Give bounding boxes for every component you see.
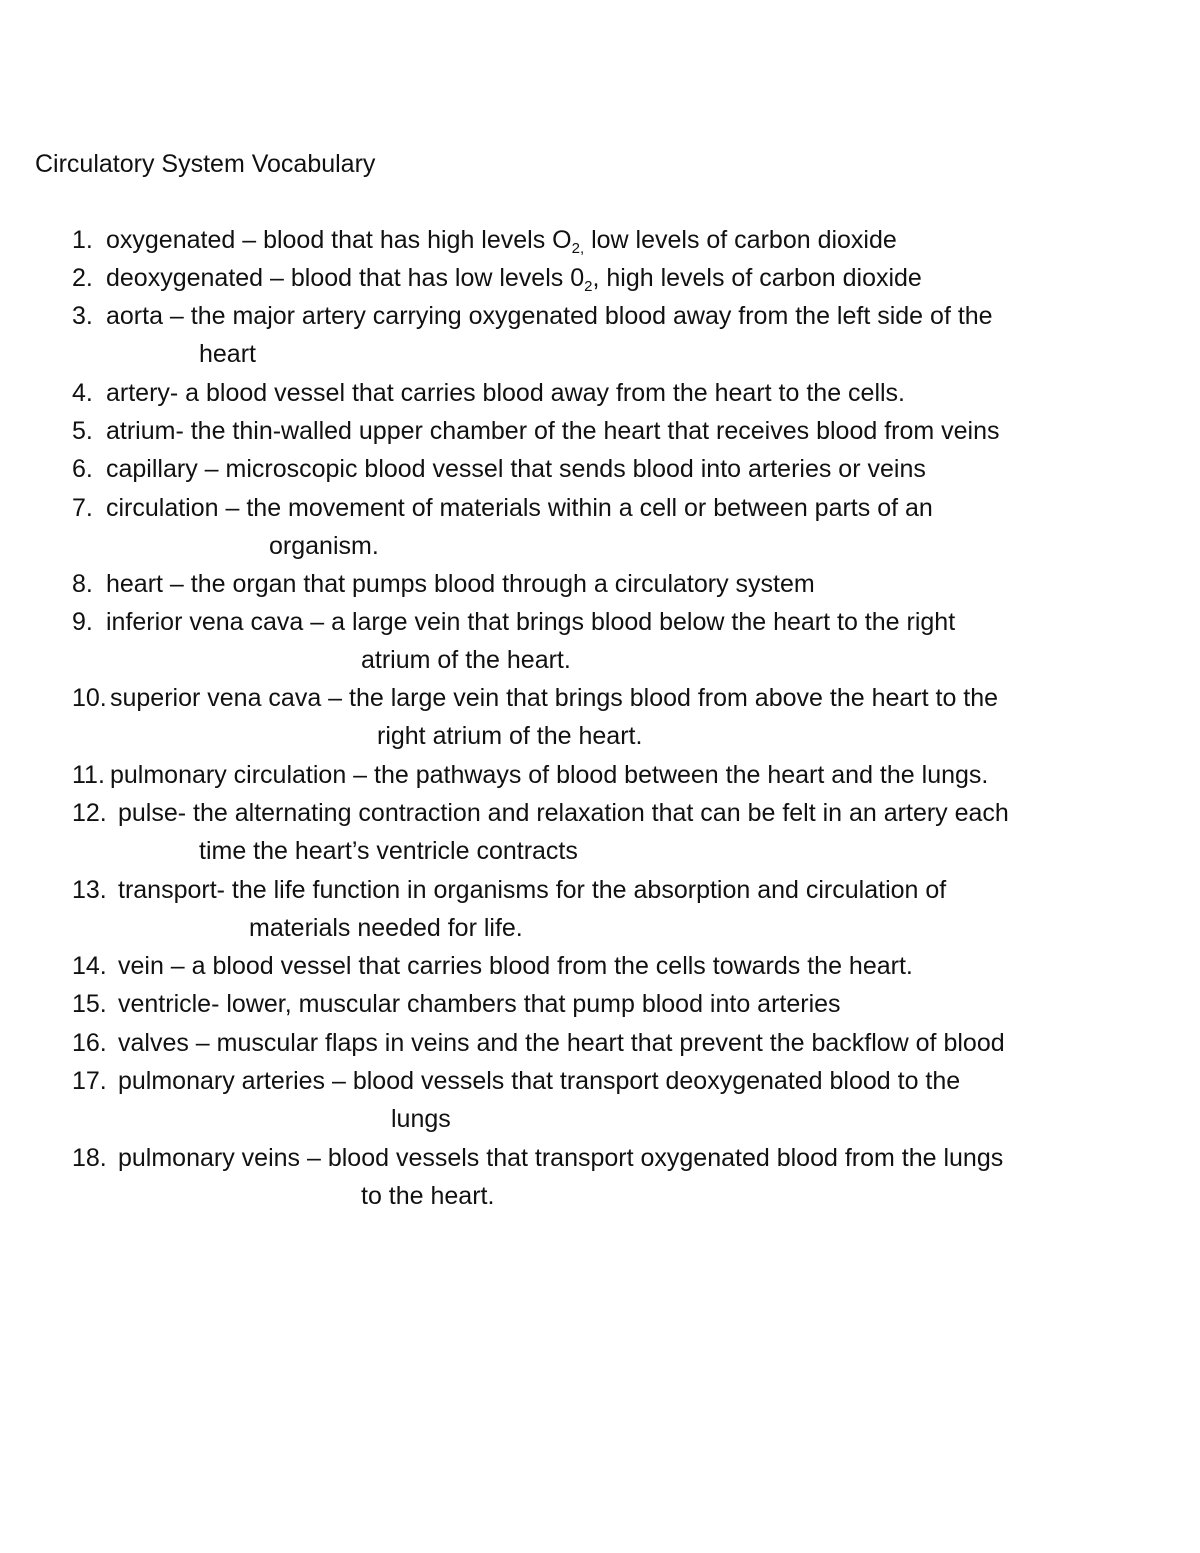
item-text: artery- a blood vessel that carries blood away from the heart to the cells. [106,379,905,407]
item-text: heart – the organ that pumps blood through a circulatory system [106,570,815,598]
item-continuation: atrium of the heart. [361,646,571,674]
item-number: 4. [72,379,93,407]
list-item [72,489,933,527]
item-number: 11. [72,761,105,789]
item-continuation: to the heart. [361,1182,495,1210]
item-number: 8. [72,570,93,598]
list-item [72,1062,960,1100]
item-text: atrium- the thin-walled upper chamber of the heart that receives blood from veins [106,417,1000,445]
item-number: 5. [72,417,93,445]
list-item [72,1139,1003,1177]
item-text: pulmonary arteries – blood vessels that transport deoxygenated blood to the [118,1067,961,1095]
list-item [72,603,955,641]
item-text: inferior vena cava – a large vein that brings blood below the heart to the right [106,608,956,636]
item-continuation: lungs [391,1105,451,1133]
item-continuation: organism. [269,532,379,560]
item-text: pulmonary veins – blood vessels that transport oxygenated blood from the lungs [118,1144,1004,1172]
item-number: 6. [72,455,93,483]
list-item [72,947,913,985]
item-continuation: time the heart’s ventricle contracts [199,837,578,865]
item-number: 13. [72,876,107,904]
item-number: 16. [72,1029,107,1057]
item-number: 9. [72,608,93,636]
list-item [72,565,815,603]
item-number: 18. [72,1144,107,1172]
item-number: 17. [72,1067,107,1095]
list-item [72,259,922,297]
list-item [72,450,926,488]
item-text: oxygenated – blood that has high levels O [106,226,572,254]
list-item [72,871,946,909]
item-text: circulation – the movement of materials within a cell or between parts of an [106,494,933,522]
item-text: pulmonary circulation – the pathways of blood between the heart and the lungs. [110,761,989,789]
item-subscript: 2, [571,240,585,257]
item-text: deoxygenated – blood that has low levels 0 [106,264,585,292]
list-item [72,297,993,335]
list-item [72,1024,1005,1062]
item-text: pulse- the alternating contraction and relaxation that can be felt in an artery each [118,799,1009,827]
item-number: 12. [72,799,107,827]
list-item [72,221,897,259]
item-number: 2. [72,264,93,292]
item-text: aorta – the major artery carrying oxygenated blood away from the left side of the [106,302,993,330]
item-number: 15. [72,990,107,1018]
item-continuation: materials needed for life. [249,914,523,942]
list-item [72,985,841,1023]
item-text: transport- the life function in organisms for the absorption and circulation of [118,876,947,904]
item-text: superior vena cava – the large vein that brings blood from above the heart to the [110,684,999,712]
item-text: , high levels of carbon dioxide [592,264,922,292]
list-item [72,374,905,412]
item-continuation: right atrium of the heart. [377,722,643,750]
list-item [72,756,988,794]
item-subscript: 2 [584,278,593,295]
item-number: 14. [72,952,107,980]
list-item [72,679,998,717]
list-item [72,412,1000,450]
item-text: low levels of carbon dioxide [584,226,897,254]
item-number: 1. [72,226,93,254]
list-item [72,794,1009,832]
page-title: Circulatory System Vocabulary [35,150,376,178]
item-text: vein – a blood vessel that carries blood from the cells towards the heart. [118,952,913,980]
item-text: valves – muscular flaps in veins and the heart that prevent the backflow of blood [118,1029,1005,1057]
item-number: 7. [72,494,93,522]
item-text: capillary – microscopic blood vessel that sends blood into arteries or veins [106,455,926,483]
item-continuation: heart [199,340,256,368]
item-number: 3. [72,302,93,330]
item-number: 10. [72,684,107,712]
item-text: ventricle- lower, muscular chambers that pump blood into arteries [118,990,841,1018]
